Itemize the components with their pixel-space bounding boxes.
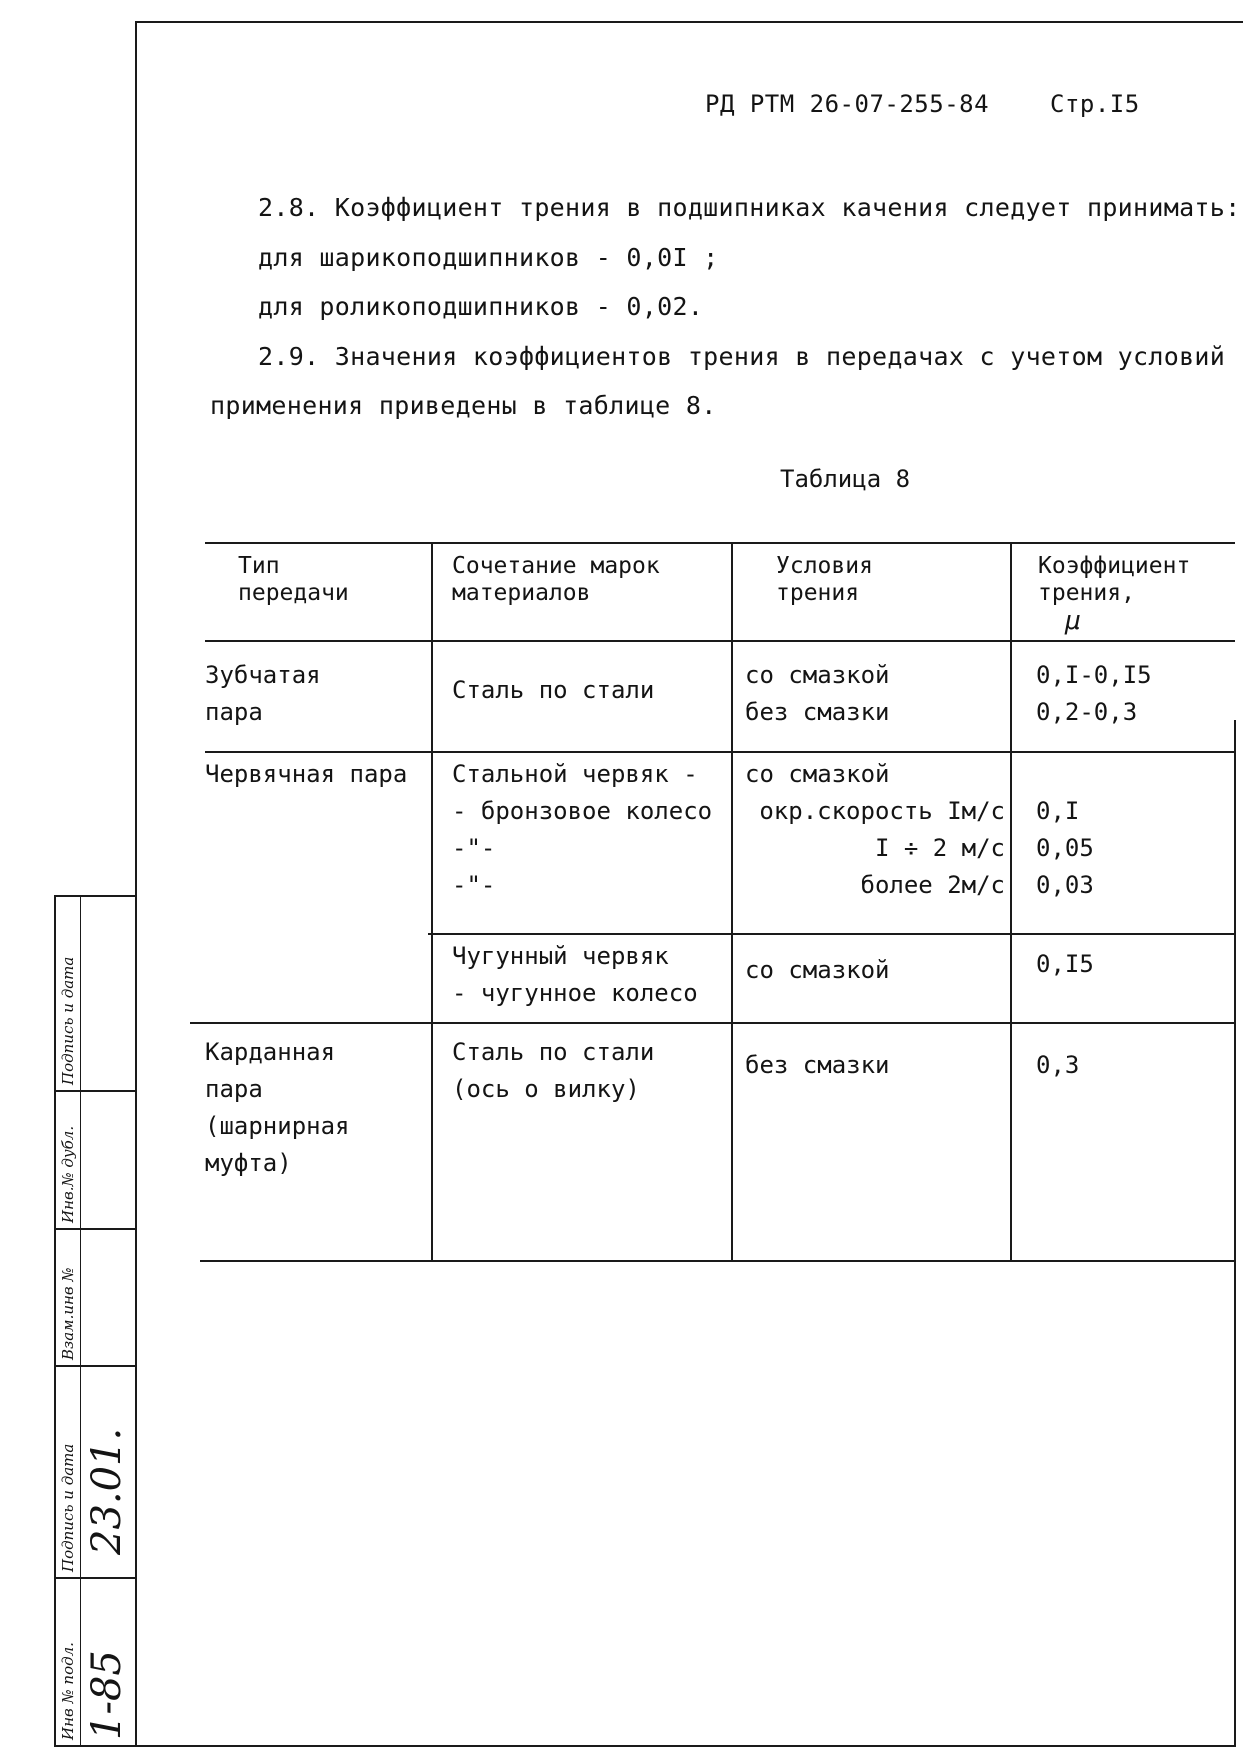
stamp-divider-2 xyxy=(56,1228,136,1230)
header-coefficient: Коэффициент трения, xyxy=(1038,553,1191,606)
stamp-label-podpis-data-2: Подпись и дата xyxy=(59,1443,77,1572)
table-line-header-bottom xyxy=(205,640,1235,642)
table-line-top xyxy=(205,542,1235,544)
header-mu-symbol: μ xyxy=(1065,606,1081,636)
worm-type: Червячная пара xyxy=(205,760,408,788)
paragraph-2-9-line-1: 2.9. Значения коэффициентов трения в передачах с учетом условий xyxy=(258,342,1226,371)
gear-materials: Сталь по стали xyxy=(452,676,655,704)
worm-iron-materials: Чугунный червяк - чугунное колесо xyxy=(452,942,698,1007)
paragraph-2-8-line-1: 2.8. Коэффициент трения в подшипниках качения следует принимать: xyxy=(258,193,1241,222)
stamp-divider-4 xyxy=(56,1577,136,1579)
stamp-label-podpis-data-1: Подпись и дата xyxy=(59,956,77,1085)
worm-iron-coefficient: 0,I5 xyxy=(1036,950,1094,978)
table-col-line-1 xyxy=(431,542,433,1260)
table-line-row3-bottom xyxy=(190,1022,1235,1024)
table-caption: Таблица 8 xyxy=(780,465,911,493)
paragraph-2-8-line-2: для шарикоподшипников - 0,0I ; xyxy=(258,243,719,272)
gear-conditions: со смазкой без смазки xyxy=(745,661,890,726)
paragraph-2-9-line-2: применения приведены в таблице 8. xyxy=(210,391,717,420)
table-line-row1-bottom xyxy=(205,751,1235,753)
page-frame-bottom xyxy=(54,1745,1236,1747)
cardan-conditions: без смазки xyxy=(745,1051,890,1079)
table-line-worm-split xyxy=(428,933,1235,935)
page-frame-top xyxy=(136,21,1243,23)
worm-steel-cond-2: окр.скорость Iм/с xyxy=(759,797,1005,825)
stamp-label-vzam-inv: Взам.инв № xyxy=(59,1267,77,1360)
table-col-line-3 xyxy=(1010,542,1012,1260)
worm-steel-materials: Стальной червяк - - бронзовое колесо -"- -"- xyxy=(452,760,713,899)
worm-steel-cond-1: со смазкой xyxy=(745,760,890,788)
stamp-label-column-divider xyxy=(80,895,81,1745)
stamp-divider-1 xyxy=(56,1090,136,1092)
stamp-label-inv-dubl: Инв.№ дубл. xyxy=(59,1125,77,1223)
table-col-line-2 xyxy=(731,542,733,1260)
header-conditions: Условия трения xyxy=(776,553,873,606)
stamp-handwritten-date: 23.01. xyxy=(84,1427,130,1555)
gear-coefficient: 0,I-0,I5 0,2-0,3 xyxy=(1036,661,1152,726)
header-type: Тип передачи xyxy=(238,553,349,606)
cardan-coefficient: 0,3 xyxy=(1036,1051,1080,1079)
page-frame-right xyxy=(1234,720,1236,1745)
paragraph-2-8-line-3: для роликоподшипников - 0,02. xyxy=(258,292,704,321)
table-line-bottom xyxy=(200,1260,1235,1262)
cardan-materials: Сталь по стали (ось о вилку) xyxy=(452,1038,655,1103)
worm-steel-cond-4: более 2м/с xyxy=(860,871,1005,899)
margin-stamp xyxy=(54,895,136,1745)
stamp-divider-3 xyxy=(56,1365,136,1367)
worm-steel-coefficient: 0,I 0,05 0,03 xyxy=(1036,797,1094,899)
cardan-type: Карданная пара (шарнирная муфта) xyxy=(205,1038,350,1177)
stamp-label-inv-podl: Инв № подл. xyxy=(59,1642,77,1740)
page-number: Стр.I5 xyxy=(1050,90,1140,118)
worm-iron-conditions: со смазкой xyxy=(745,956,890,984)
document-code: РД РТМ 26-07-255-84 xyxy=(705,90,990,118)
worm-steel-cond-3: I ÷ 2 м/с xyxy=(874,834,1005,862)
stamp-handwritten-inv: 1-85 xyxy=(84,1650,130,1740)
header-materials: Сочетание марок материалов xyxy=(452,553,660,606)
stamp-divider-top xyxy=(56,895,136,897)
gear-type: Зубчатая пара xyxy=(205,661,321,726)
